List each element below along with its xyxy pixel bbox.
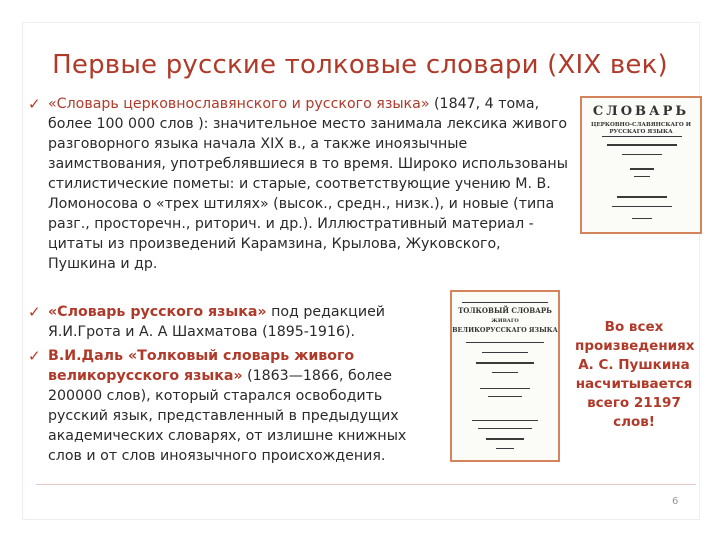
bullet-dal-dictionary — [28, 346, 438, 466]
bullet-text: (1863—1866, более 200000 слов), который старался освободить русский язык, представленный в предыдущих академических словарях, от излишне книжных слов и от слов иноязычного происхождения. — [48, 368, 407, 464]
cover-title: СЛОВАРЬ — [592, 104, 690, 119]
cover-subtitle-2: ВЕЛИКОРУССКАГО ЯЗЫКА — [452, 326, 558, 334]
bullet-title: «Словарь русского языка» — [48, 304, 267, 320]
bullet-title: «Толковый словарь живого великорусского языка» — [48, 348, 355, 384]
bullet-title: «Словарь церковнославянского и русского языка» — [48, 96, 430, 112]
bullet-text: под редакцией Я.И.Грота и А. А Шахматова (1895‑1916). — [48, 304, 386, 340]
checkmark-icon: ✓ — [28, 303, 41, 321]
bullet-church-slavonic-dictionary — [28, 94, 570, 274]
bullet-text: (1847, 4 тома, более 100 000 слов ): значительное место занимала лексика живого разговорного языка начала XIX в., а также иноязычные заимствования, употреблявшиеся в то время. Широко использованы стилистические пометы: и старые, соответствующие учению М. В. Ломоносова о «трех штилях» (высок., средн., низк.), и новые (типа разг., просторечн., риторич. и др.). Иллюстративный материал - цитаты из произведений Карамзина, Крылова, Жуковского, Пушкина и др. — [48, 96, 568, 272]
footer-divider — [36, 484, 696, 485]
dictionary-cover-image-2 — [450, 290, 560, 462]
checkmark-icon: ✓ — [28, 95, 41, 113]
bullet-author: В.И.Даль — [48, 348, 124, 364]
pushkin-word-count-note: Во всех произведениях А. С. Пушкина насчитывается всего 21197 слов! — [575, 319, 695, 430]
checkmark-icon: ✓ — [28, 347, 41, 365]
dictionary-cover-image-1 — [580, 96, 702, 234]
page-number: 6 — [672, 496, 679, 507]
cover-subtitle: ЦЕРКОВНО-СЛАВЯНСКАГО И РУССКАГО ЯЗЫКА — [590, 122, 691, 135]
cover-subtitle: ЖИВАГО — [491, 318, 519, 324]
cover-title: ТОЛКОВЫЙ СЛОВАРЬ — [458, 306, 552, 315]
slide-title: Первые русские толковые словари (XIX век) — [52, 50, 668, 80]
bullet-grot-shakhmatov-dictionary — [28, 302, 438, 342]
